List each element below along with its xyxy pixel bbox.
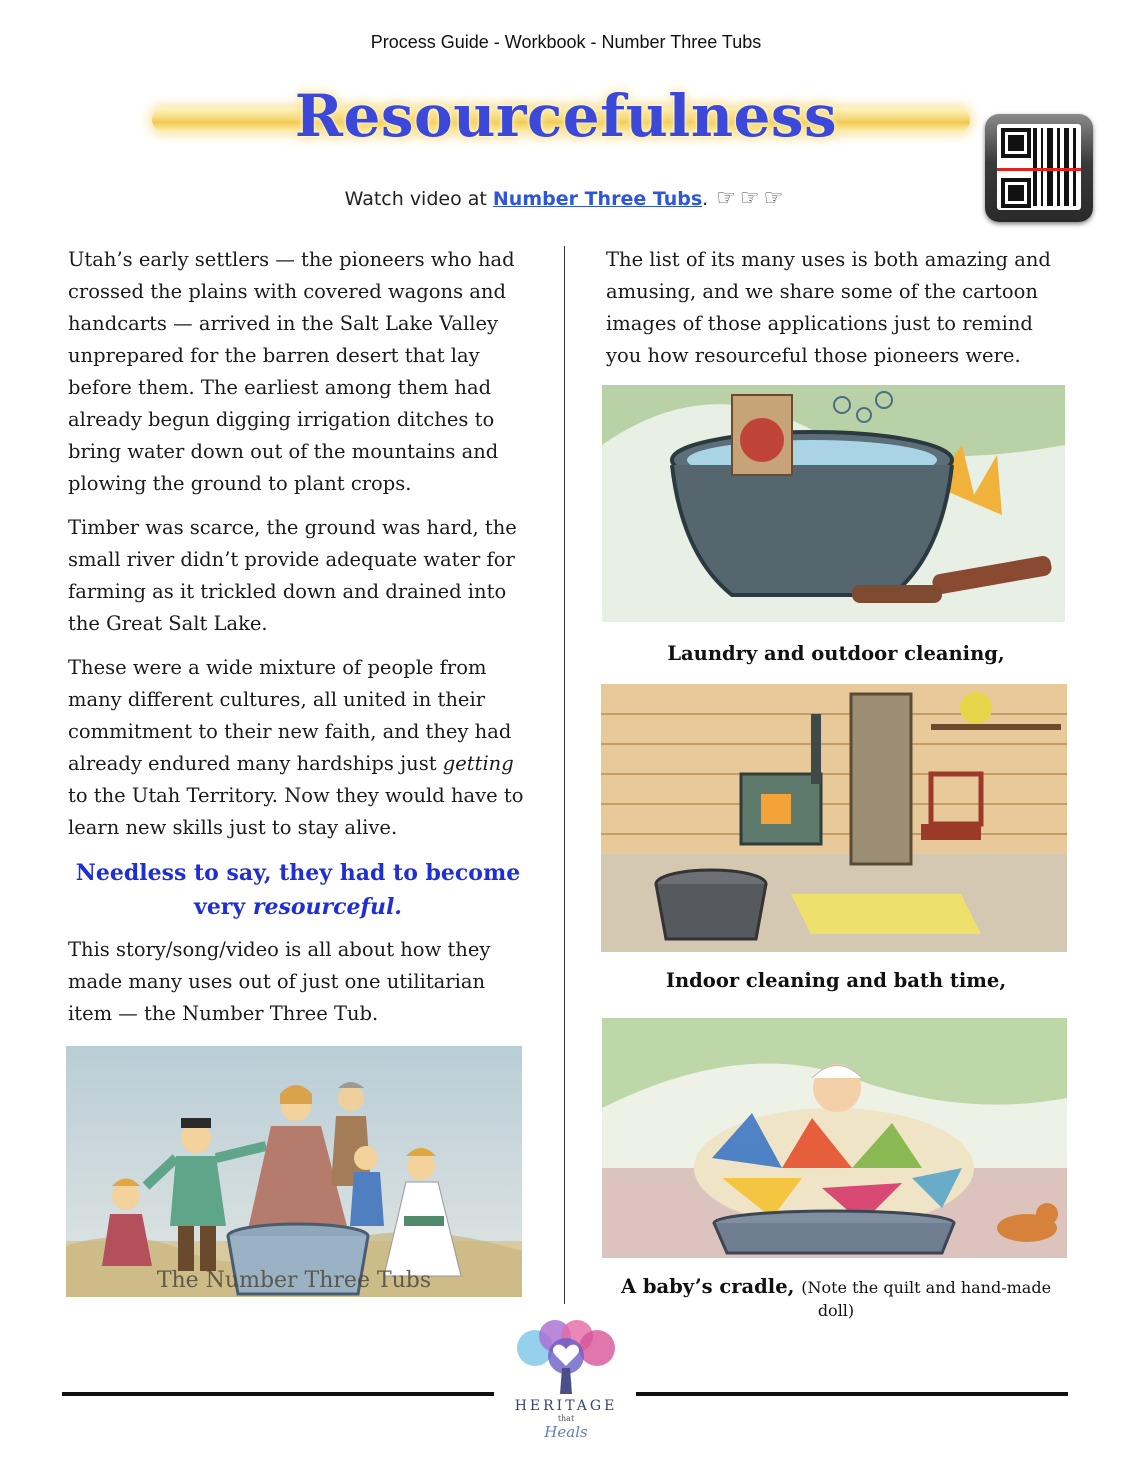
family-tub-illustration	[66, 1046, 522, 1297]
logo-word: HERITAGE	[514, 1398, 618, 1414]
footer-rule-left	[62, 1392, 494, 1396]
left-column	[68, 244, 528, 1042]
pointing-hands-icon: ☞☞☞	[716, 186, 788, 211]
right-column	[606, 244, 1066, 372]
callout-text: Needless to say, they had to become very	[75, 860, 521, 920]
heritage-logo	[505, 1318, 627, 1458]
running-header: Process Guide - Workbook - Number Three Tubs	[370, 32, 762, 52]
qr-code-icon[interactable]	[985, 114, 1093, 222]
paragraph-timber: Timber was scarce, the ground was hard, the small river didn’t provide adequate water for farming as it trickled down and drained into the Great Salt Lake.	[68, 516, 517, 635]
indoor-drawing	[601, 684, 1067, 952]
indoor-illustration	[601, 684, 1067, 952]
cradle-drawing	[602, 1018, 1067, 1258]
caption-indoor: Indoor cleaning and bath time,	[665, 969, 1007, 992]
caption-laundry: Laundry and outdoor cleaning,	[667, 642, 1005, 665]
family-tub-drawing	[66, 1046, 522, 1297]
illustration-caption: The Number Three Tubs	[156, 1268, 432, 1293]
page-title: Resourcefulness	[294, 82, 838, 150]
paragraph-settlers: Utah’s early settlers — the pioneers who had crossed the plains with covered wagons and handcarts — arrived in the Salt Lake Valley unprepared for the barren desert that lay before them. The earliest among them had already begun digging irrigation ditches to bring water down out of the mountains and plowing the ground to plant crops.	[68, 248, 515, 495]
cradle-illustration	[602, 1018, 1067, 1258]
paragraph-people	[68, 652, 528, 844]
column-divider	[564, 246, 565, 1304]
callout-resourceful	[68, 856, 528, 924]
caption-cradle	[606, 1275, 1066, 1321]
emphasis-getting: getting	[442, 752, 514, 775]
footer-rule-right	[636, 1392, 1068, 1396]
tree-heart-icon	[505, 1318, 627, 1396]
logo-script: Heals	[544, 1423, 588, 1441]
watch-prefix: Watch video at	[344, 188, 493, 210]
paragraph-story: This story/song/video is all about how they made many uses out of just one utilitarian item — the Number Three Tub.	[68, 938, 491, 1025]
video-link[interactable]: Number Three Tubs	[492, 188, 703, 210]
watch-video-line	[0, 186, 1132, 211]
text-run: to the Utah Territory. Now they would have to learn new skills just to stay alive.	[68, 784, 524, 839]
caption-cradle-note: (Note the quilt and hand-made doll)	[801, 1278, 1052, 1320]
text-run: These were a wide mixture of people from many different cultures, all united in their commitment to their new faith, and they had already endured many hardships just	[68, 656, 512, 775]
laundry-illustration	[602, 385, 1065, 622]
caption-cradle-main: A baby’s cradle,	[620, 1275, 795, 1298]
watch-suffix: .	[702, 188, 709, 210]
logo-small: that	[557, 1414, 575, 1423]
callout-emphasis: resourceful.	[252, 894, 402, 920]
paragraph-uses: The list of its many uses is both amazing and amusing, and we share some of the cartoon images of those applications just to remind you how resourceful those pioneers were.	[606, 248, 1051, 367]
laundry-drawing	[602, 385, 1065, 622]
